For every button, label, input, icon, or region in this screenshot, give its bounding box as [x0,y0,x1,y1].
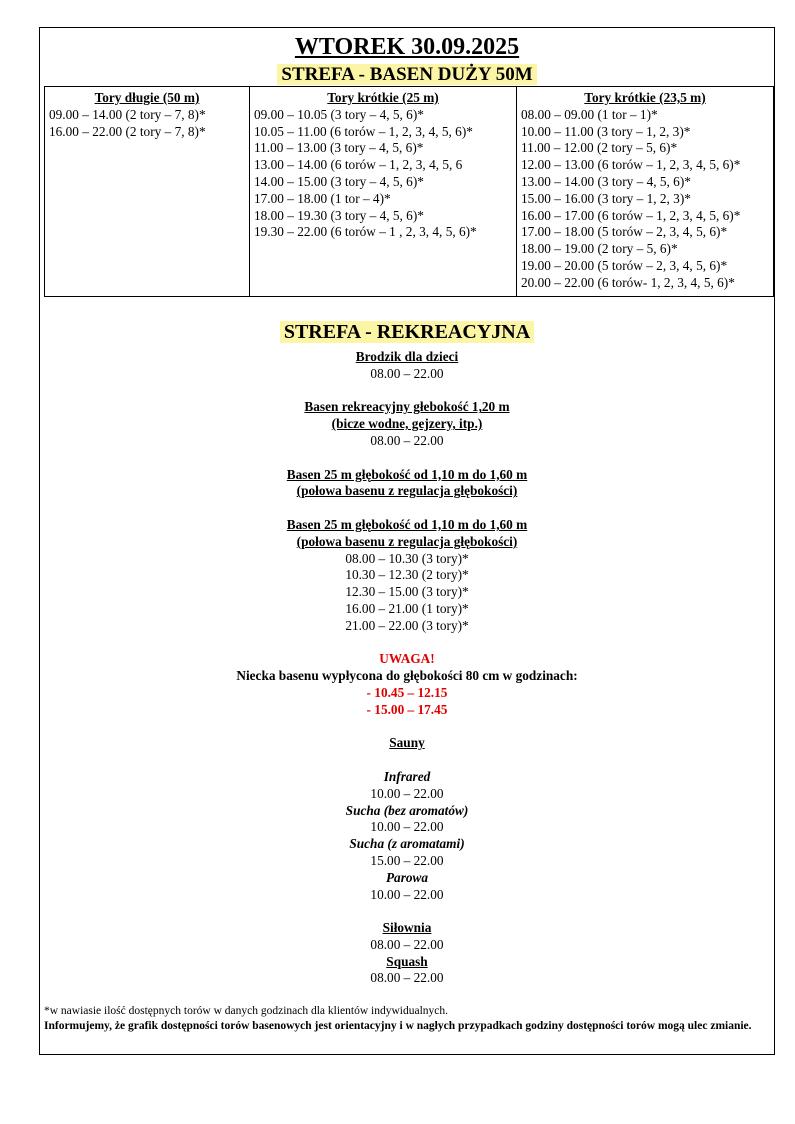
basen25b-subtitle: (połowa basenu z regulacja głębokości) [296,533,518,549]
sauna-hours: 15.00 – 22.00 [370,852,444,868]
lane-row: 11.00 – 12.00 (2 tory – 5, 6)* [521,140,678,156]
footer-info: Informujemy, że grafik dostępności torów basenowych jest orientacyjny i w nagłych przypadkach godziny dostępności torów mogą ulec zmianie. [44,1019,752,1032]
lane-row: 15.00 – 16.00 (3 tory – 1, 2, 3)* [521,190,691,206]
silownia-title: Siłownia [382,920,432,936]
lane-row: 13.00 – 14.00 (3 tory – 4, 5, 6)* [521,173,691,189]
lane-row: 10.00 – 11.00 (3 tory – 1, 2, 3)* [521,123,691,139]
lane-row: 09.00 – 14.00 (2 tory – 7, 8)* [49,106,206,122]
niecka-row: - 10.45 – 12.15 [366,684,448,700]
footer-note: *w nawiasie ilość dostępnych torów w danych godzinach dla klientów indywidualnych. [44,1005,449,1017]
niecka-row: - 15.00 – 17.45 [366,701,448,717]
silownia-hours: 08.00 – 22.00 [370,936,444,952]
sauny-title: Sauny [389,735,425,751]
brodzik-hours: 08.00 – 22.00 [370,365,444,381]
sauna-hours: 10.00 – 22.00 [370,886,444,902]
lanes-column-header: Tory krótkie (23,5 m) [584,90,706,105]
basen120-subtitle: (bicze wodne, gejzery, itp.) [331,416,483,432]
sauna-name: Parowa [385,869,429,885]
lanes-column-header: Tory długie (50 m) [94,90,200,105]
lane-row: 19.30 – 22.00 (6 torów – 1 , 2, 3, 4, 5, 6)* [254,224,477,240]
lane-row: 14.00 – 15.00 (3 tory – 4, 5, 6)* [254,173,424,189]
lanes-column-header: Tory krótkie (25 m) [327,90,439,105]
schedule-frame [39,27,775,1055]
page-title: WTOREK 30.09.2025 [294,34,520,60]
lane-row: 20.00 – 22.00 (6 torów- 1, 2, 3, 4, 5, 6)* [521,274,735,290]
recreation-section [40,349,774,987]
basen120-hours: 08.00 – 22.00 [370,432,444,448]
lane-row: 17.00 – 18.00 (1 tor – 4)* [254,190,391,206]
lane-row: 16.00 – 22.00 (2 tory – 7, 8)* [49,123,206,139]
lane-row: 11.00 – 13.00 (3 tory – 4, 5, 6)* [254,140,424,156]
basen25b-row: 10.30 – 12.30 (2 tory)* [345,567,469,583]
sauna-name: Infrared [383,768,431,784]
sauna-name: Sucha (z aromatami) [349,836,465,852]
footer [44,1004,770,1033]
lane-row: 18.00 – 19.30 (3 tory – 4, 5, 6)* [254,207,424,223]
lane-row: 19.00 – 20.00 (5 torów – 2, 3, 4, 5, 6)* [521,257,728,273]
warning-label: UWAGA! [379,651,435,667]
zone-rec-header [40,321,774,343]
sauna-hours: 10.00 – 22.00 [370,819,444,835]
lane-row: 13.00 – 14.00 (6 torów – 1, 2, 3, 4, 5, 6 [254,157,463,173]
basen25b-row: 08.00 – 10.30 (3 tory)* [345,550,469,566]
niecka-text: Niecka basenu wypłycona do głębokości 80 cm w godzinach: [236,668,578,684]
basen25b-row: 16.00 – 21.00 (1 tory)* [345,600,469,616]
zone-large-header [40,64,774,86]
squash-title: Squash [386,953,428,969]
lane-row: 17.00 – 18.00 (5 torów – 2, 3, 4, 5, 6)* [521,224,728,240]
lane-row: 10.05 – 11.00 (6 torów – 1, 2, 3, 4, 5, 6)* [254,123,473,139]
lane-row: 08.00 – 09.00 (1 tor – 1)* [521,106,658,122]
brodzik-title: Brodzik dla dzieci [355,349,459,364]
lane-row: 09.00 – 10.05 (3 tory – 4, 5, 6)* [254,106,424,122]
sauna-name: Sucha (bez aromatów) [345,802,469,818]
lane-row: 16.00 – 17.00 (6 torów – 1, 2, 3, 4, 5, 6)* [521,207,741,223]
lanes-column-short-23 [517,87,773,296]
basen120-title: Basen rekreacyjny głebokość 1,20 m [304,399,510,415]
lanes-table [44,86,774,297]
lanes-column-long [45,87,250,296]
lane-row: 12.00 – 13.00 (6 torów – 1, 2, 3, 4, 5, 6)* [521,157,741,173]
zone-rec-label: STREFA - REKREACYJNA [280,321,534,343]
basen25a-subtitle: (połowa basenu z regulacja głębokości) [296,483,518,499]
lane-row: 18.00 – 19.00 (2 tory – 5, 6)* [521,241,678,257]
zone-large-label: STREFA - BASEN DUŻY 50M [277,64,536,85]
basen25b-row: 12.30 – 15.00 (3 tory)* [345,584,469,600]
basen25b-row: 21.00 – 22.00 (3 tory)* [345,617,469,633]
basen25b-title: Basen 25 m głębokość od 1,10 m do 1,60 m [286,516,528,532]
basen25a-title: Basen 25 m głębokość od 1,10 m do 1,60 m [286,466,528,482]
sauna-hours: 10.00 – 22.00 [370,785,444,801]
lanes-column-short-25 [250,87,517,296]
squash-hours: 08.00 – 22.00 [370,970,444,986]
